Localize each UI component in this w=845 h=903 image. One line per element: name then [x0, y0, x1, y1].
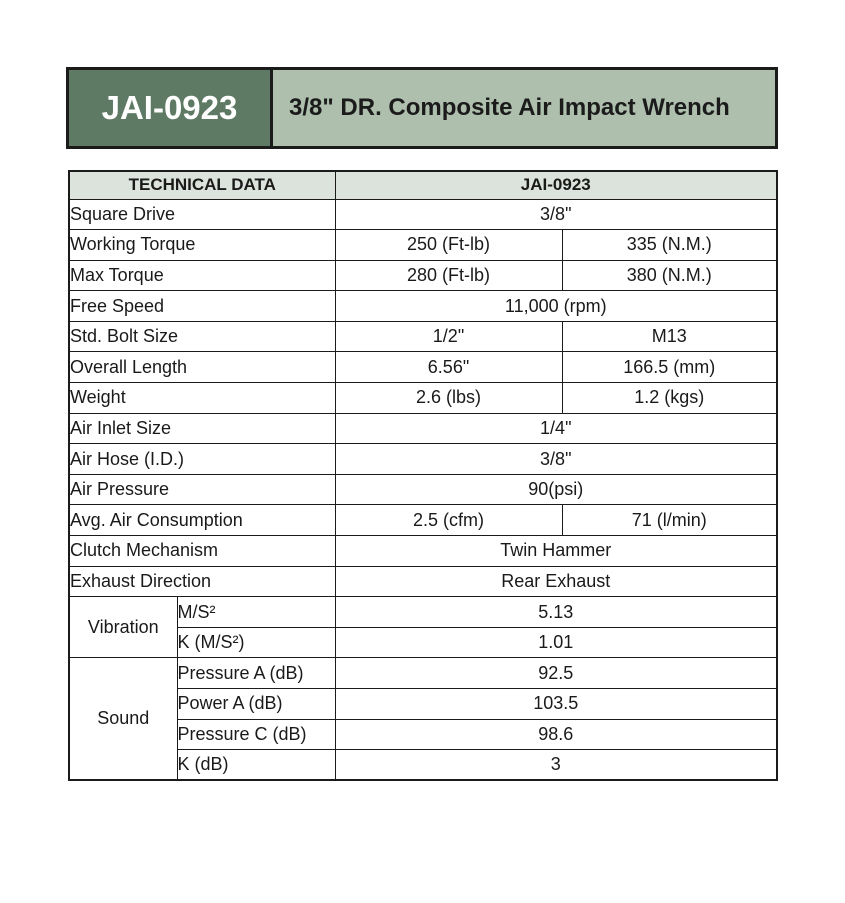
technical-data-table	[68, 170, 778, 781]
row-value: 1/4"	[335, 413, 777, 444]
row-label: Working Torque	[69, 230, 335, 261]
row-value: 90(psi)	[335, 474, 777, 505]
table-row	[69, 566, 777, 597]
row-value: 98.6	[335, 719, 777, 750]
row-value: 1.01	[335, 627, 777, 658]
table-row	[69, 474, 777, 505]
table-row	[69, 383, 777, 414]
row-value: 92.5	[335, 658, 777, 689]
header-model: JAI-0923	[335, 171, 777, 199]
row-value-metric: 380 (N.M.)	[562, 260, 777, 291]
table-row	[69, 597, 777, 628]
row-value-metric: 166.5 (mm)	[562, 352, 777, 383]
row-label: Avg. Air Consumption	[69, 505, 335, 536]
row-sublabel: M/S²	[177, 597, 335, 628]
row-value-imperial: 2.5 (cfm)	[335, 505, 562, 536]
row-value-metric: 71 (l/min)	[562, 505, 777, 536]
row-label: Air Pressure	[69, 474, 335, 505]
row-label: Air Inlet Size	[69, 413, 335, 444]
table-row	[69, 505, 777, 536]
row-label: Square Drive	[69, 199, 335, 230]
row-value: 5.13	[335, 597, 777, 628]
table-row	[69, 260, 777, 291]
row-label: Max Torque	[69, 260, 335, 291]
row-label: Air Hose (I.D.)	[69, 444, 335, 475]
row-label: Free Speed	[69, 291, 335, 322]
table-row	[69, 413, 777, 444]
row-value: 3/8"	[335, 199, 777, 230]
row-value-imperial: 2.6 (lbs)	[335, 383, 562, 414]
table-header-row	[69, 171, 777, 199]
row-value-metric: 335 (N.M.)	[562, 230, 777, 261]
row-value: 103.5	[335, 689, 777, 720]
row-value-metric: 1.2 (kgs)	[562, 383, 777, 414]
table-row	[69, 230, 777, 261]
table-row	[69, 536, 777, 567]
product-title: 3/8" DR. Composite Air Impact Wrench	[273, 70, 775, 146]
row-value-imperial: 6.56"	[335, 352, 562, 383]
row-value: Twin Hammer	[335, 536, 777, 567]
table-row	[69, 291, 777, 322]
row-label: Weight	[69, 383, 335, 414]
product-header	[66, 67, 778, 149]
row-sublabel: Power A (dB)	[177, 689, 335, 720]
row-value: 3/8"	[335, 444, 777, 475]
row-label: Overall Length	[69, 352, 335, 383]
row-sublabel: Pressure A (dB)	[177, 658, 335, 689]
row-sublabel: K (M/S²)	[177, 627, 335, 658]
row-sublabel: K (dB)	[177, 750, 335, 781]
row-label: Clutch Mechanism	[69, 536, 335, 567]
row-value-metric: M13	[562, 321, 777, 352]
row-value-imperial: 250 (Ft-lb)	[335, 230, 562, 261]
model-number: JAI-0923	[69, 70, 273, 146]
table-row	[69, 658, 777, 689]
header-technical-data: TECHNICAL DATA	[69, 171, 335, 199]
table-row	[69, 444, 777, 475]
row-value-imperial: 1/2"	[335, 321, 562, 352]
table-row	[69, 321, 777, 352]
row-label: Std. Bolt Size	[69, 321, 335, 352]
row-sublabel: Pressure C (dB)	[177, 719, 335, 750]
table-row	[69, 199, 777, 230]
row-value: Rear Exhaust	[335, 566, 777, 597]
row-value: 3	[335, 750, 777, 781]
sound-group-label: Sound	[69, 658, 177, 780]
row-value: 11,000 (rpm)	[335, 291, 777, 322]
row-value-imperial: 280 (Ft-lb)	[335, 260, 562, 291]
row-label: Exhaust Direction	[69, 566, 335, 597]
table-row	[69, 352, 777, 383]
vibration-group-label: Vibration	[69, 597, 177, 658]
